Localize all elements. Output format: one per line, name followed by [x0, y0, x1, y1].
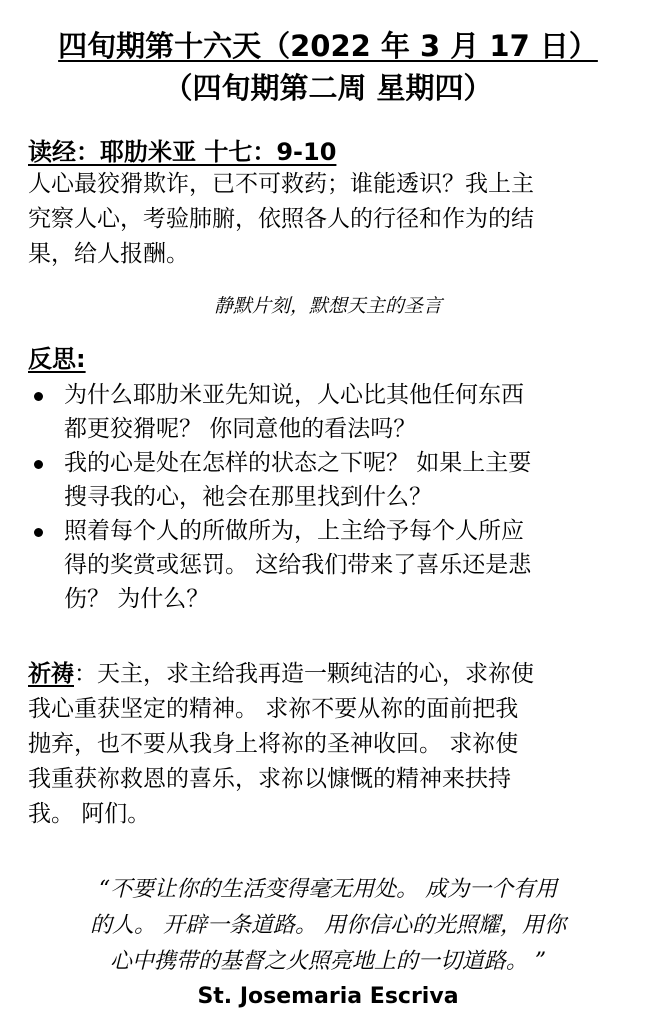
prayer-first-line	[28, 657, 628, 692]
quote-line: 心中携带的基督之火照亮地上的一切道路。 ”	[109, 949, 547, 974]
list-item	[28, 514, 638, 616]
prayer-heading: 祈祷	[28, 661, 74, 687]
quote-author: St. Josemaria Escriva	[197, 984, 459, 1009]
prayer-line: 抛弃，也不要从我身上将祢的圣神收回。 求祢使	[28, 731, 519, 757]
reflection-list	[28, 378, 638, 616]
reflection-heading-text: 反思:	[28, 345, 86, 373]
bullet-icon	[34, 528, 43, 537]
reading-line: 究察人心，考验肺腑，依照各人的行径和作为的结	[28, 206, 534, 232]
list-item	[28, 378, 638, 446]
list-item-line: 得的奖赏或惩罚。 这给我们带来了喜乐还是悲	[64, 552, 532, 578]
page-subtitle: （四旬期第二周 星期四）	[163, 71, 493, 105]
list-item-line: 都更狡猾呢？ 你同意他的看法吗？	[64, 416, 417, 442]
silence-prompt: 静默片刻，默想天主的圣言	[213, 295, 442, 317]
prayer-first-line-text: ：天主，求主给我再造一颗纯洁的心，求祢使	[74, 661, 534, 687]
list-item	[28, 446, 638, 514]
quote-line: 的人。 开辟一条道路。 用你信心的光照耀，用你	[90, 913, 566, 938]
page-title	[0, 28, 656, 64]
quote-line: “不要让你的生活变得毫无用处。 成为一个有用	[98, 877, 558, 902]
reading-heading-text: 读经：耶肋米亚 十七：9-10	[28, 138, 337, 166]
prayer-passage	[28, 657, 628, 832]
list-item-line: 为什么耶肋米亚先知说，人心比其他任何东西	[64, 382, 524, 408]
list-item-line: 伤？ 为什么？	[64, 586, 210, 612]
closing-quote	[28, 872, 628, 980]
list-item-line: 照着每个人的所做所为，上主给予每个人所应	[64, 518, 524, 544]
list-item-line: 搜寻我的心，祂会在那里找到什么？	[64, 484, 432, 510]
prayer-line: 我。 阿们。	[28, 801, 151, 827]
bullet-icon	[34, 392, 43, 401]
page-title-text: 四旬期第十六天（2022 年 3 月 17 日）	[58, 29, 598, 63]
reading-line: 人心最狡猾欺诈，已不可救药；谁能透识？我上主	[28, 171, 534, 197]
reading-line: 果，给人报酬。	[28, 241, 189, 267]
reading-heading	[28, 136, 336, 168]
prayer-line: 我心重获坚定的精神。 求祢不要从祢的面前把我	[28, 696, 519, 722]
list-item-line: 我的心是处在怎样的状态之下呢？ 如果上主要	[64, 450, 532, 476]
bullet-icon	[34, 460, 43, 469]
prayer-line: 我重获祢救恩的喜乐，求祢以慷慨的精神来扶持	[28, 766, 511, 792]
reflection-heading	[28, 343, 86, 375]
reading-passage	[28, 167, 628, 272]
